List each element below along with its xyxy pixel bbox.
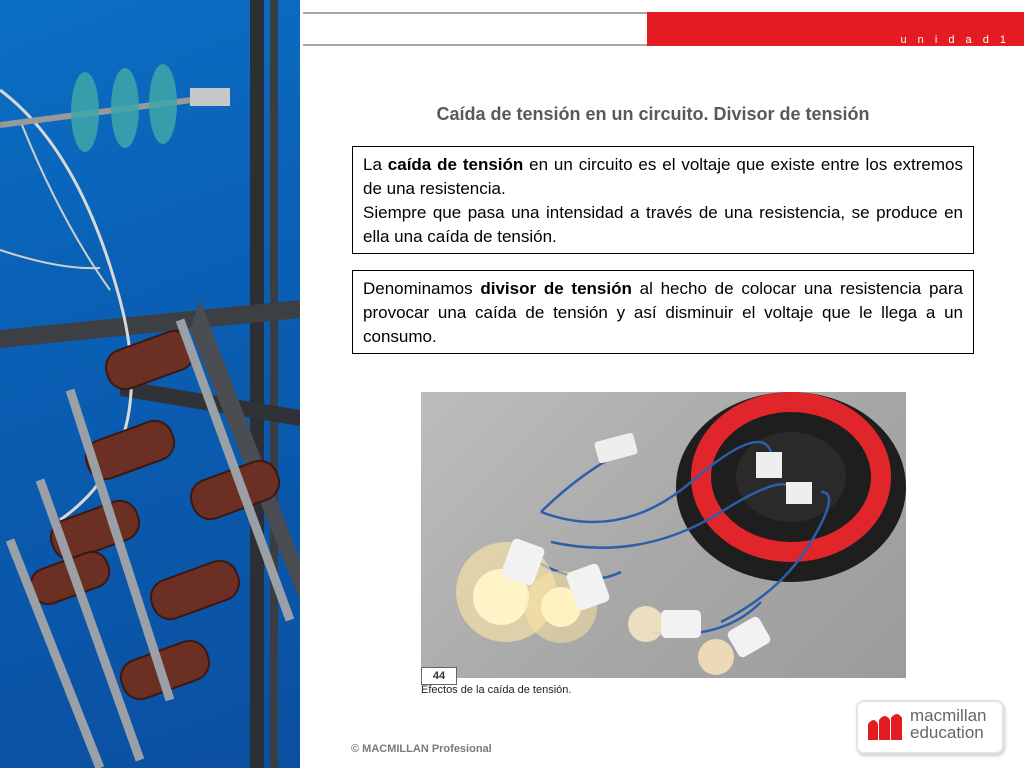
voltage-divider-definition	[363, 277, 963, 349]
header-rule-top	[303, 12, 648, 14]
logo-line-1: macmillan	[910, 706, 987, 725]
definition-box-voltage-drop	[352, 146, 974, 254]
bulbs-circuit-photo	[421, 392, 906, 678]
slide-title: Caída de tensión en un circuito. Divisor de tensión	[436, 104, 870, 124]
voltage-drop-explanation: Siempre que pasa una intensidad a través de una resistencia, se produce en ella una caída de tensión.	[363, 203, 963, 246]
text-run: Denominamos	[363, 279, 481, 298]
macmillan-education-logo	[856, 700, 1004, 754]
insulator-photo	[0, 0, 300, 768]
figure-number: 44	[421, 667, 457, 685]
unit-label: u n i d a d 1	[900, 34, 1010, 46]
term-voltage-drop: caída de tensión	[387, 155, 524, 174]
definition-box-voltage-divider	[352, 270, 974, 354]
copyright-notice: © MACMILLAN Profesional	[351, 743, 492, 755]
voltage-drop-definition	[363, 153, 963, 201]
macmillan-logo-icon	[866, 710, 904, 744]
term-voltage-divider: divisor de tensión	[480, 279, 632, 298]
logo-line-2: education	[910, 723, 984, 742]
text-run: en un circuito es el voltaje que existe entre los extremos de una resistencia.	[363, 155, 963, 198]
header-red-band	[647, 12, 1024, 46]
figure-caption: Efectos de la caída de tensión.	[421, 684, 572, 696]
header-rule-bottom	[303, 44, 648, 46]
text-run: al hecho de colocar una resistencia para provocar una caída de tensión y así disminuir el voltaje que le llega a un consumo.	[363, 279, 963, 346]
logo-wordmark	[910, 707, 987, 741]
text-run: La	[363, 155, 388, 174]
